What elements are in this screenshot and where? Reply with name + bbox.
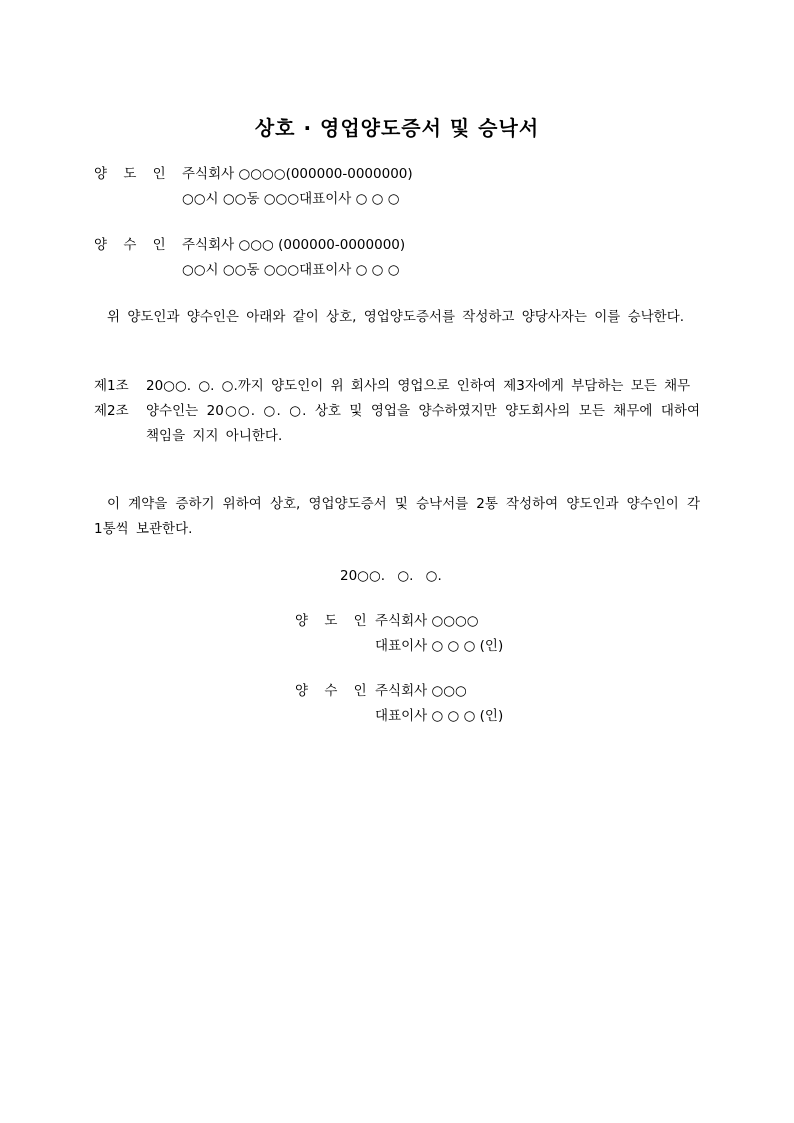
article-text: 20○○. ○. ○.까지 양도인이 위 회사의 영업으로 인하여 제3자에게 부담하는 모든 채무 — [146, 378, 691, 394]
transferor-label: 양 도 인 — [94, 166, 172, 182]
intro-paragraph: 위 양도인과 양수인은 아래와 같이 상호, 영업양도증서를 작성하고 양당사자는 이를 승낙한다. — [107, 309, 685, 325]
transferee-block — [94, 233, 704, 283]
articles-list — [94, 374, 700, 449]
article-number: 제2조 — [94, 403, 129, 419]
sig-transferee-representative: 대표이사 ○ ○ ○ (인) — [375, 708, 504, 724]
document-date: 20○○. ○. ○. — [340, 568, 442, 584]
sig-transferee-company: 주식회사 ○○○ — [375, 683, 467, 699]
transferee-label: 양 수 인 — [94, 237, 172, 253]
sig-transferor-company: 주식회사 ○○○○ — [375, 613, 479, 629]
transferor-line2: ○○시 ○○동 ○○○대표이사 ○ ○ ○ — [182, 191, 400, 207]
transferee-line2: ○○시 ○○동 ○○○대표이사 ○ ○ ○ — [182, 262, 400, 278]
document-title: 상호 · 영업양도증서 및 승낙서 — [254, 116, 540, 140]
article-item — [94, 399, 700, 449]
transferor-signature — [295, 609, 615, 659]
article-item — [94, 374, 700, 399]
article-number: 제1조 — [94, 378, 129, 394]
closing-paragraph: 이 계약을 증하기 위하여 상호, 영업양도증서 및 승낙서를 2통 작성하여 양도인과 양수인이 각 1통씩 보관한다. — [94, 496, 700, 537]
sig-transferor-label: 양 도 인 — [295, 613, 373, 629]
transferor-block — [94, 162, 704, 212]
transferee-signature — [295, 679, 615, 729]
sig-transferor-representative: 대표이사 ○ ○ ○ (인) — [375, 638, 504, 654]
transferee-line1: 주식회사 ○○○ (000000-0000000) — [182, 237, 406, 253]
transferor-line1: 주식회사 ○○○○(000000-0000000) — [182, 166, 413, 182]
sig-transferee-label: 양 수 인 — [295, 683, 373, 699]
article-text: 양수인는 20○○. ○. ○. 상호 및 영업을 양수하였지만 양도회사의 모든 채무에 대하여 책임을 지지 아니한다. — [146, 403, 700, 444]
